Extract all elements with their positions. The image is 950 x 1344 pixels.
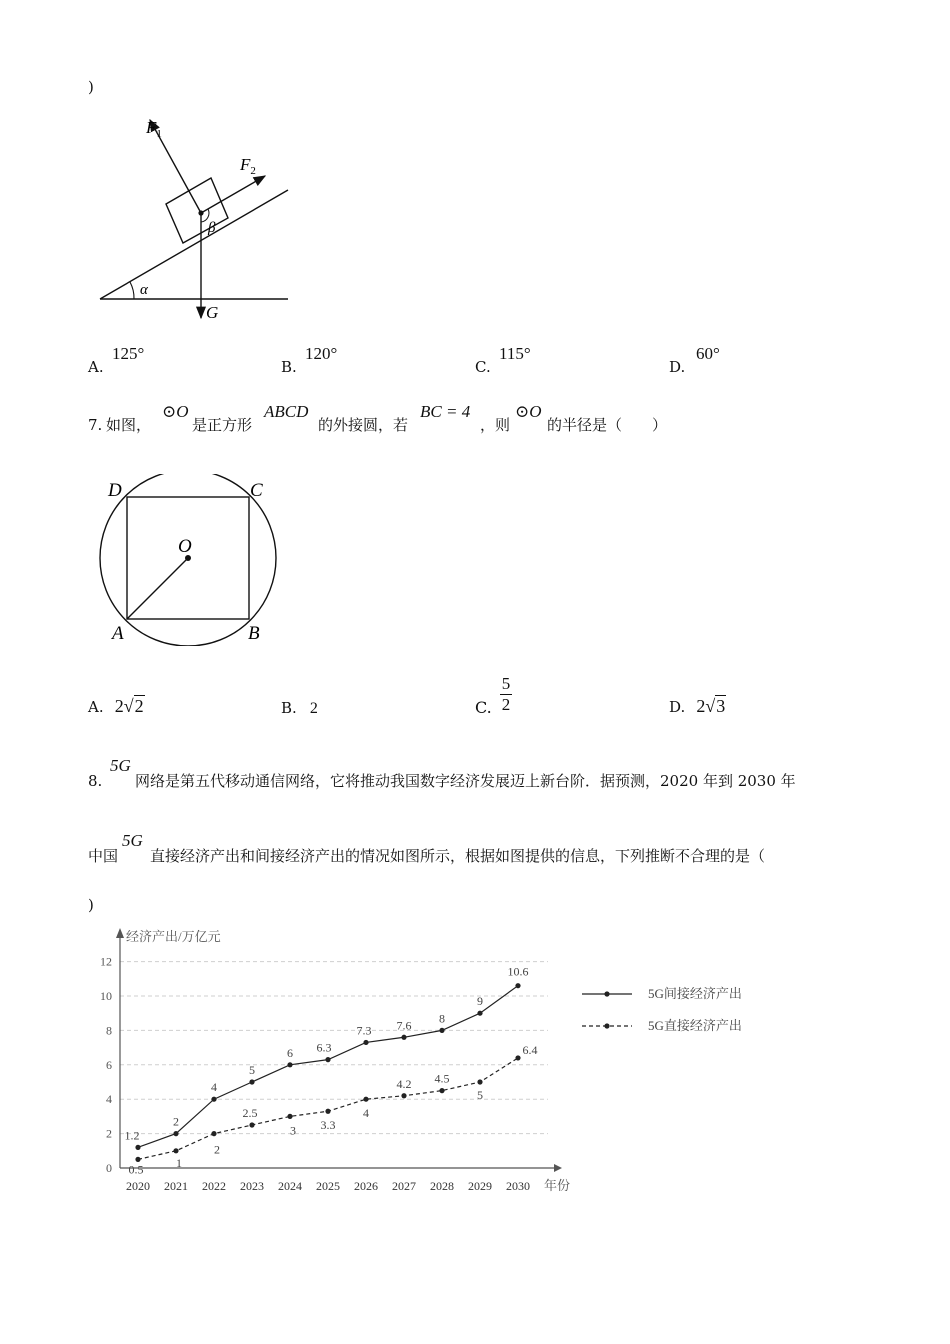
x-tick-label: 2020 (126, 1179, 150, 1193)
data-label-indirect: 4 (211, 1080, 217, 1095)
data-label-indirect: 7.6 (396, 1018, 412, 1033)
q8-line3: ) (88, 896, 94, 914)
q7-math-abcd: ABCD (264, 402, 309, 421)
data-label-direct: 0.5 (128, 1162, 144, 1177)
x-tick-label: 2022 (202, 1179, 226, 1193)
q7-option-a: A. 2√2 (88, 696, 144, 716)
data-point-indirect (363, 1040, 368, 1045)
vertex-b: B (248, 623, 260, 644)
data-label-indirect: 6 (287, 1045, 293, 1060)
alpha-label: α (140, 282, 148, 298)
data-label-indirect: 10.6 (507, 964, 529, 979)
data-label-indirect: 9 (477, 994, 483, 1009)
data-point-indirect (287, 1062, 292, 1067)
q8-line1: 网络是第五代移动通信网络，它将推动我国数字经济发展迈上新台阶．据预测，2020 年到 2030 年 (135, 772, 796, 790)
data-point-direct (173, 1148, 178, 1153)
q7-text-2: 是正方形 (192, 416, 253, 434)
legend-marker (604, 1023, 609, 1028)
data-point-direct (325, 1109, 330, 1114)
data-label-direct: 4 (363, 1106, 369, 1121)
data-label-direct: 5 (477, 1088, 483, 1102)
data-label-direct: 2.5 (242, 1106, 258, 1120)
data-point-indirect (249, 1079, 254, 1084)
g-label: G (206, 303, 219, 322)
data-label-direct: 2 (214, 1142, 220, 1157)
q7-text-4: ，则 (480, 416, 511, 434)
alpha-arc (130, 282, 134, 299)
data-point-direct (249, 1122, 254, 1127)
economic-output-chart (96, 922, 796, 1200)
q7-number: 7. (88, 416, 103, 434)
data-label-direct: 3.3 (320, 1118, 336, 1133)
legend-label: 5G间接经济产出 (648, 986, 742, 1001)
q7-option-b: B. 2 (281, 699, 318, 717)
sqrt-expression: 2√2 (114, 696, 144, 716)
q8-number: 8. (88, 772, 103, 790)
data-point-indirect (401, 1035, 406, 1040)
y-tick-label: 8 (106, 1023, 112, 1038)
data-label-indirect: 2 (173, 1114, 179, 1129)
x-tick-label: 2025 (316, 1179, 340, 1193)
data-point-direct (287, 1114, 292, 1119)
data-point-direct (363, 1097, 368, 1102)
f2-arrow (201, 176, 265, 213)
q7-math-bc: BC = 4 (420, 402, 471, 421)
q7-math-circle-o-2: ⊙O (515, 402, 542, 421)
vertex-d: D (108, 480, 122, 501)
x-axis-arrow (554, 1164, 562, 1172)
data-point-indirect (477, 1011, 482, 1016)
data-label-direct: 1 (176, 1155, 182, 1170)
q8-line2: 直接经济产出和间接经济产出的情况如图所示，根据如图提供的信息，下列推断不合理的是（ (150, 847, 766, 865)
data-point-indirect (515, 983, 520, 988)
block (166, 178, 228, 243)
q8-math-5g-2: 5G (122, 831, 143, 850)
data-point-indirect (211, 1097, 216, 1102)
x-tick-label: 2030 (506, 1179, 530, 1193)
incline-line (100, 190, 288, 299)
data-point-direct (439, 1088, 444, 1093)
q7-option-c-label: C. (475, 698, 492, 717)
x-tick-label: 2027 (392, 1179, 416, 1193)
y-tick-label: 10 (100, 989, 112, 1003)
data-point-direct (401, 1093, 406, 1098)
x-tick-label: 2026 (354, 1179, 378, 1193)
center-label-o: O (178, 536, 192, 557)
data-point-direct (477, 1079, 482, 1084)
q7-option-d: D. 2√3 (669, 696, 726, 716)
radius-oa (127, 558, 188, 619)
q6-force-diagram (90, 108, 300, 328)
f2-label: $F_2$ (240, 155, 256, 177)
y-tick-label: 4 (106, 1092, 112, 1107)
data-point-direct (515, 1055, 520, 1060)
vertex-c: C (250, 480, 263, 501)
data-point-indirect (439, 1028, 444, 1033)
data-label-indirect: 1.2 (124, 1128, 140, 1143)
q7-text-5: 的半径是（ ） (547, 416, 668, 434)
legend-marker (604, 991, 609, 996)
data-point-indirect (173, 1131, 178, 1136)
data-point-indirect (325, 1057, 330, 1062)
data-label-direct: 6.4 (522, 1042, 538, 1057)
data-label-indirect: 6.3 (316, 1040, 332, 1055)
data-label-direct: 4.5 (434, 1071, 450, 1086)
x-tick-label: 2028 (430, 1179, 454, 1193)
x-tick-label: 2024 (278, 1179, 302, 1193)
q8-math-5g: 5G (110, 756, 131, 775)
y-axis-arrow (116, 928, 124, 938)
data-point-indirect (135, 1145, 140, 1150)
q8-line2-prefix: 中国 (88, 847, 119, 865)
x-axis-label: 年份 (544, 1178, 571, 1193)
y-tick-label: 6 (106, 1057, 112, 1072)
data-label-direct: 4.2 (396, 1076, 412, 1091)
q7-option-c-fraction: 5 2 (501, 674, 511, 714)
x-tick-label: 2029 (468, 1179, 492, 1193)
y-tick-label: 12 (100, 954, 112, 969)
data-label-indirect: 5 (249, 1063, 255, 1077)
y-tick-label: 2 (106, 1126, 112, 1141)
q7-text-3: 的外接圆，若 (318, 416, 409, 434)
x-tick-label: 2021 (164, 1179, 188, 1193)
legend-label: 5G直接经济产出 (648, 1018, 742, 1033)
sqrt-expression: 2√3 (696, 696, 726, 716)
q7-text-1: 如图， (106, 416, 152, 434)
y-tick-label: 0 (106, 1161, 112, 1175)
data-label-indirect: 8 (439, 1011, 445, 1026)
data-label-indirect: 7.3 (356, 1023, 372, 1038)
q6-tail-paren: ) (88, 78, 94, 96)
y-axis-label: 经济产出/万亿元 (126, 929, 221, 944)
f1-label: $F_1$ (146, 118, 162, 140)
data-point-direct (211, 1131, 216, 1136)
data-point-direct (135, 1157, 140, 1162)
x-tick-label: 2023 (240, 1179, 264, 1193)
q7-math-circle-o: ⊙O (162, 402, 189, 421)
q7-circle-square-diagram (96, 474, 286, 646)
beta-label: β (208, 220, 216, 236)
data-label-direct: 3 (290, 1123, 296, 1138)
vertex-a: A (112, 623, 124, 644)
